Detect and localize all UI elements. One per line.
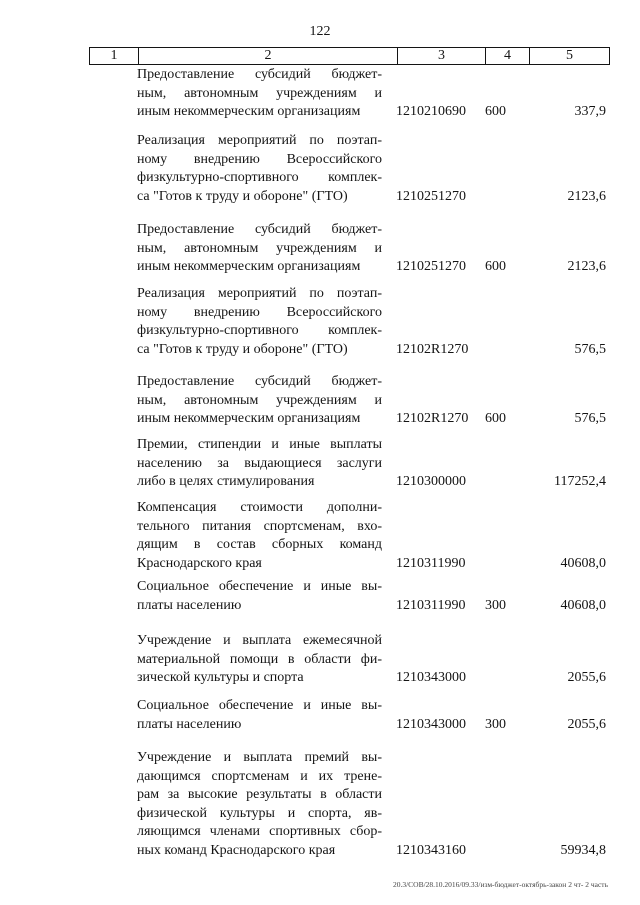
description-line: ляющимся членами спортивных сбор- xyxy=(137,824,382,839)
description-line: иным некоммерческим организациям xyxy=(137,104,361,119)
column-header-3: 3 xyxy=(397,48,485,64)
description-line: ным, автономным учреждениям и xyxy=(137,240,382,256)
document-footer: 20.3/СОВ/28.10.2016/09.33/изм-бюджет-октябрь-закон 2 чт- 2 часть xyxy=(392,880,608,889)
row-amount: 40608,0 xyxy=(560,555,606,571)
description-line: Учреждение и выплата ежемесячной xyxy=(137,633,382,648)
description-line: Учреждение и выплата премий вы- xyxy=(137,750,382,765)
row-description xyxy=(137,697,382,734)
description-line: Реализация мероприятий по поэтап- xyxy=(137,286,382,301)
column-header-2: 2 xyxy=(138,48,397,64)
row-amount: 576,5 xyxy=(574,411,606,426)
description-line: рам за высокие результаты в области xyxy=(137,787,382,802)
row-description xyxy=(137,749,382,860)
description-line: ным, автономным учреждениям и xyxy=(137,85,382,101)
description-line: Социальное обеспечение и иные вы- xyxy=(137,698,382,713)
description-line: тельного питания спортсменам, вхо- xyxy=(137,518,382,534)
description-line: Компенсация стоимости дополни- xyxy=(137,500,382,515)
row-expense-type: 600 xyxy=(485,259,506,274)
column-header-4: 4 xyxy=(485,48,529,64)
row-code: 1210210690 xyxy=(396,104,466,119)
page-number: 122 xyxy=(309,24,331,39)
description-line: ным, автономным учреждениям и xyxy=(137,392,382,408)
row-code: 12102R1270 xyxy=(396,411,469,426)
description-line: ному внедрению Всероссийского xyxy=(137,304,382,320)
row-amount: 2055,6 xyxy=(567,670,606,685)
description-line: Предоставление субсидий бюджет- xyxy=(137,222,382,237)
description-line: Краснодарского края xyxy=(137,555,262,571)
row-expense-type: 600 xyxy=(485,104,506,119)
row-code: 1210251270 xyxy=(396,188,466,204)
row-code: 12102R1270 xyxy=(396,341,469,357)
row-amount: 2055,6 xyxy=(567,716,606,732)
description-line: дающимся спортсменам и их трене- xyxy=(137,768,382,784)
row-description xyxy=(137,132,382,206)
description-line: дящим в состав сборных команд xyxy=(137,537,382,552)
description-line: иным некоммерческим организациям xyxy=(137,411,361,426)
description-line: населению за выдающиеся заслуги xyxy=(137,455,382,471)
row-description xyxy=(137,285,382,359)
description-line: са "Готов к труду и обороне" (ГТО) xyxy=(137,188,348,204)
row-amount: 576,5 xyxy=(574,341,606,357)
description-line: либо в целях стимулирования xyxy=(137,474,315,489)
row-code: 1210343000 xyxy=(396,670,466,685)
row-code: 1210311990 xyxy=(396,555,466,571)
row-amount: 337,9 xyxy=(574,104,606,119)
description-line: зической культуры и спорта xyxy=(137,670,304,685)
description-line: ных команд Краснодарского края xyxy=(137,842,336,858)
row-code: 1210300000 xyxy=(396,474,466,489)
description-line: материальной помощи в области фи- xyxy=(137,651,382,667)
description-line: Предоставление субсидий бюджет- xyxy=(137,374,382,389)
row-description xyxy=(137,632,382,688)
row-description xyxy=(137,373,382,429)
row-code: 1210343000 xyxy=(396,716,466,732)
row-amount: 40608,0 xyxy=(560,597,606,613)
row-amount: 2123,6 xyxy=(567,188,606,204)
column-header-1: 1 xyxy=(110,48,118,63)
description-line: Премии, стипендии и иные выплаты xyxy=(137,437,382,452)
description-line: физкультурно-спортивного комплек- xyxy=(137,170,382,185)
description-line: платы населению xyxy=(137,597,242,613)
row-description xyxy=(137,578,382,615)
description-line: иным некоммерческим организациям xyxy=(137,259,361,274)
description-line: Социальное обеспечение и иные вы- xyxy=(137,579,382,594)
row-code: 1210311990 xyxy=(396,597,466,613)
description-line: ному внедрению Всероссийского xyxy=(137,151,382,167)
row-description xyxy=(137,221,382,277)
description-line: физической культуры и спорта, яв- xyxy=(137,805,382,821)
row-amount: 117252,4 xyxy=(554,474,606,489)
row-description xyxy=(137,499,382,573)
description-line: са "Готов к труду и обороне" (ГТО) xyxy=(137,341,348,357)
row-expense-type: 300 xyxy=(485,597,506,613)
description-line: Предоставление субсидий бюджет- xyxy=(137,67,382,82)
row-expense-type: 300 xyxy=(485,716,506,732)
row-expense-type: 600 xyxy=(485,411,506,426)
column-header-5: 5 xyxy=(529,48,609,64)
row-description xyxy=(137,436,382,492)
row-code: 1210251270 xyxy=(396,259,466,274)
description-line: Реализация мероприятий по поэтап- xyxy=(137,133,382,148)
description-line: физкультурно-спортивного комплек- xyxy=(137,323,382,338)
row-code: 1210343160 xyxy=(396,842,466,858)
table-header xyxy=(89,47,610,65)
row-amount: 59934,8 xyxy=(560,842,606,858)
row-description xyxy=(137,66,382,122)
description-line: платы населению xyxy=(137,716,242,732)
row-amount: 2123,6 xyxy=(567,259,606,274)
